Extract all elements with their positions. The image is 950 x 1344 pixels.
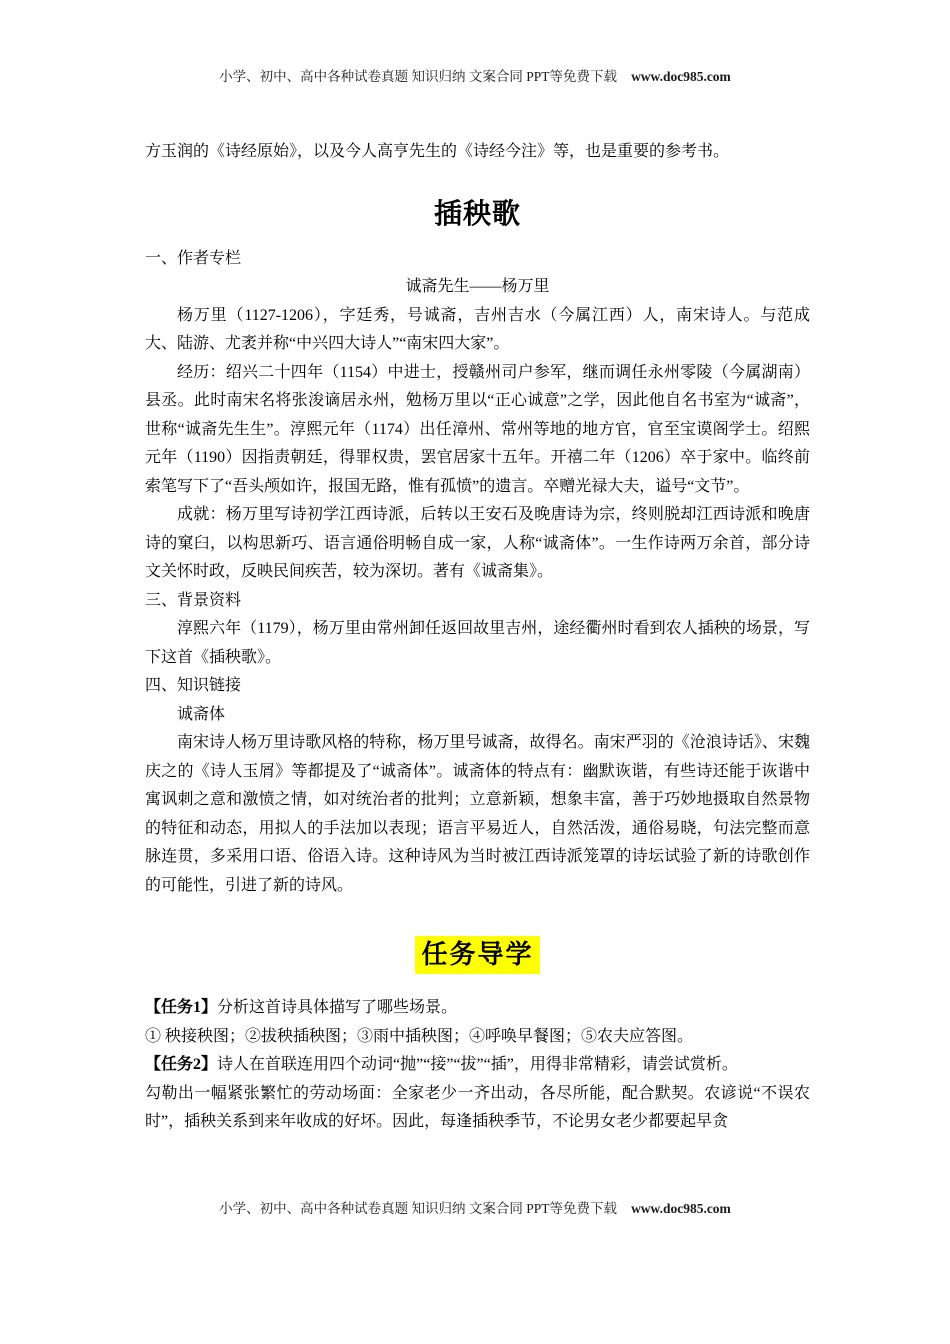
task2-answer: 勾勒出一幅紧张繁忙的劳动场面：全家老少一齐出动，各尽所能，配合默契。农谚说“不误农时”，插秧关系到来年收成的好坏。因此，每逢插秧季节，不论男女老少都要起早贪 bbox=[145, 1084, 810, 1130]
section-heading-knowledge: 四、知识链接 bbox=[145, 677, 242, 694]
task-banner-row bbox=[145, 936, 810, 974]
page-footer bbox=[0, 1200, 950, 1218]
task-banner: 任务导学 bbox=[415, 936, 539, 974]
header-text: 小学、初中、高中各种试卷真题 知识归纳 文案合同 PPT等免费下载 bbox=[219, 69, 618, 84]
paragraph-chengzhaiti: 南宋诗人杨万里诗歌风格的特称，杨万里号诚斋，故得名。南宋严羽的《沧浪诗话》、宋魏庆之的《诗人玉屑》等都提及了“诚斋体”。诚斋体的特点有：幽默诙谐，有些诗还能于诙谐中寓讽刺之意和激愤之情，如对统治者的批判；立意新颖，想象丰富，善于巧妙地摄取自然景物的特征和动态，用拟人的手法加以表现；语言平易近人，自然活泼，通俗易晓，句法完整而意脉连贯，多采用口语、俗语入诗。这种诗风为当时被江西诗派笼罩的诗坛试验了新的诗歌创作的可能性，引进了新的诗风。 bbox=[145, 734, 810, 894]
task1-text: 分析这首诗具体描写了哪些场景。 bbox=[217, 999, 458, 1016]
intro-paragraph: 方玉润的《诗经原始》，以及今人高亨先生的《诗经今注》等，也是重要的参考书。 bbox=[145, 143, 730, 160]
document-title: 插秧歌 bbox=[433, 198, 521, 230]
section-heading-background: 三、背景资料 bbox=[145, 591, 242, 609]
subtitle-chengzhai: 诚斋先生——杨万里 bbox=[405, 278, 550, 295]
task2-label: 【任务2】 bbox=[145, 1056, 218, 1073]
page-header bbox=[0, 68, 950, 86]
paragraph-chengzhaiti-label: 诚斋体 bbox=[177, 705, 226, 723]
paragraph-achievement: 成就：杨万里写诗初学江西诗派，后转以王安石及晚唐诗为宗，终则脱却江西诗派和晚唐诗的窠臼，以构思新巧、语言通俗明畅自成一家，人称“诚斋体”。一生作诗两万余首，部分诗文关怀时政，反映民间疾苦，较为深切。著有《诚斋集》。 bbox=[145, 506, 810, 580]
paragraph-background: 淳熙六年（1179），杨万里由常州卸任返回故里吉州，途经衢州时看到农人插秧的场景，写下这首《插秧歌》。 bbox=[145, 620, 810, 666]
task2-text: 诗人在首联连用四个动词“抛”“接”“拔”“插”，用得非常精彩，请尝试赏析。 bbox=[217, 1056, 738, 1073]
document-content bbox=[145, 138, 810, 1137]
task2-paragraph bbox=[145, 1051, 810, 1080]
footer-link[interactable]: www.doc985.com bbox=[631, 1201, 731, 1216]
section-heading-author: 一、作者专栏 bbox=[145, 249, 242, 267]
paragraph-experience: 经历：绍兴二十四年（1154）中进士，授赣州司户参军，继而调任永州零陵（今属湖南）县丞。此时南宋名将张浚谪居永州，勉杨万里以“正心诚意”之学，因此他自名书室为“诚斋”，世称“诚斋先生生”。淳熙元年（1174）出任漳州、常州等地的地方官，官至宝谟阁学士。绍熙元年（1190）因指责朝廷，得罪权贵，罢官居家十五年。开禧二年（1206）卒于家中。临终前索笔写下了“吾头颅如许，报国无路，惟有孤愤”的遗言。卒赠光禄大夫，谥号“文节”。 bbox=[145, 363, 810, 495]
header-link[interactable]: www.doc985.com bbox=[631, 69, 731, 84]
footer-text: 小学、初中、高中各种试卷真题 知识归纳 文案合同 PPT等免费下载 bbox=[219, 1201, 618, 1216]
paragraph-bio: 杨万里（1127-1206），字廷秀，号诚斋，吉州吉水（今属江西）人，南宋诗人。与范成大、陆游、尤袤并称“中兴四大诗人”“南宋四大家”。 bbox=[145, 306, 810, 352]
task1-paragraph bbox=[145, 994, 810, 1023]
task1-answer: ① 秧接秧图；②拔秧插秧图；③雨中插秧图；④呼唤早餐图；⑤农夫应答图。 bbox=[145, 1027, 694, 1045]
task1-label: 【任务1】 bbox=[145, 999, 218, 1016]
